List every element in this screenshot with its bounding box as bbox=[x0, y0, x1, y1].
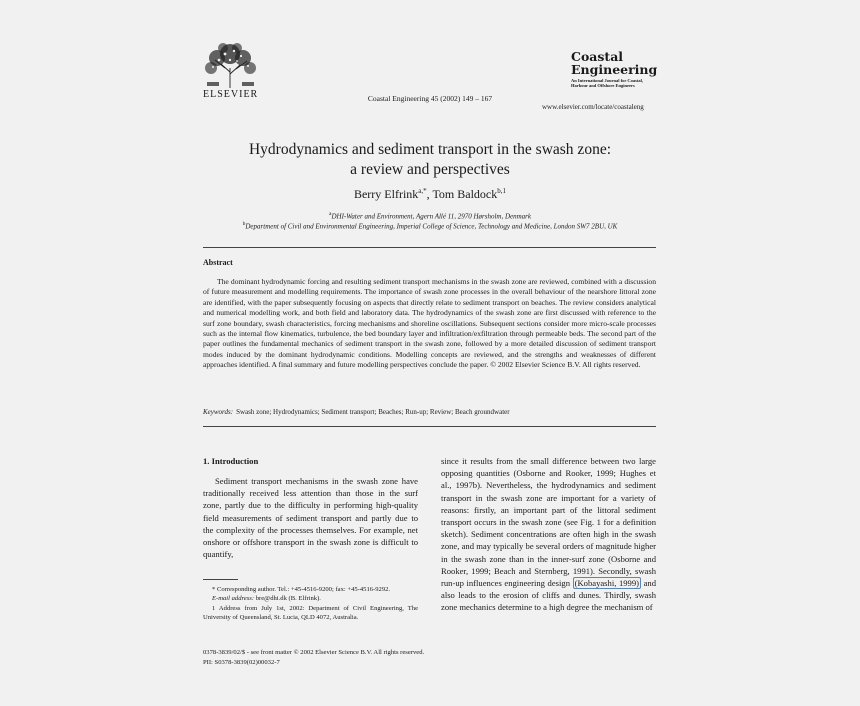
author-1[interactable]: Berry Elfrink bbox=[353, 187, 419, 201]
affiliation-b bbox=[0, 221, 860, 230]
keywords-label: Keywords: bbox=[203, 408, 234, 416]
journal-url-link[interactable]: www.elsevier.com/locate/coastaleng bbox=[542, 103, 644, 111]
author-separator: , bbox=[426, 187, 433, 201]
author-list bbox=[0, 187, 860, 202]
intro-left-column: Sediment transport mechanisms in the swash zone have traditionally received less attention than those in the surf zone, partly due to the difficulty in performing high-quality field measurements of sediment transport and partly due to the complexity of the processes themselves. For example, net onshore or offshore transport in the swash zone is difficult to quantify, bbox=[203, 476, 418, 560]
brand-subtitle: An International Journal for Coastal, Harbour and Offshore Engineers bbox=[571, 78, 644, 88]
email-text[interactable]: bre@dhi.dk (B. Elfrink). bbox=[254, 595, 321, 603]
intro-right-column bbox=[441, 455, 656, 614]
elsevier-tree-logo-icon bbox=[203, 42, 257, 88]
footnote-address: 1 Address from July 1st, 2002: Department of Civil Engineering, The University of Queensland, St. Lucia, QLD 4072, Australia. bbox=[203, 604, 418, 622]
brand-line-1: Coastal bbox=[571, 49, 624, 64]
pii-line: PII: S0378-3839(02)00032-7 bbox=[203, 659, 280, 666]
email-label: E-mail address: bbox=[212, 595, 255, 603]
affiliation-a-text: DHI-Water and Environment, Agern Allé 11, 2970 Hørsholm, Denmark bbox=[331, 212, 531, 221]
brand-line-2: Engineering bbox=[571, 62, 658, 77]
author-2[interactable]: Tom Baldock bbox=[432, 187, 498, 201]
affiliation-a bbox=[0, 211, 860, 220]
paper-title bbox=[0, 140, 860, 180]
footnote-rule bbox=[203, 579, 238, 580]
keywords bbox=[203, 408, 510, 416]
publisher-name: ELSEVIER bbox=[203, 89, 259, 100]
intro-right-text-b: and also leads to the erosion of cliffs and dunes. Thirdly, swash zone mechanics determine to a high degree the mechanism of bbox=[441, 578, 656, 613]
affiliation-b-text: Department of Civil and Environmental Engineering, Imperial College of Science, Technology and Medicine, London SW7 2BU, UK bbox=[245, 222, 618, 231]
keywords-text: Swash zone; Hydrodynamics; Sediment transport; Beaches; Run-up; Review; Beach groundwater bbox=[236, 408, 510, 416]
title-line-2: a review and perspectives bbox=[350, 161, 510, 178]
journal-reference: Coastal Engineering 45 (2002) 149 – 167 bbox=[367, 94, 493, 103]
journal-brand bbox=[571, 50, 657, 76]
author-2-marks[interactable]: b,1 bbox=[497, 187, 507, 195]
abstract-text: The dominant hydrodynamic forcing and resulting sediment transport mechanisms in the swash zone are reviewed, combined with a discussion of future measurement and modelling requirements. The importance of swash zone processes in the overall behaviour of the nearshore littoral zone are identified, with the paper subsequently focusing on aspects that directly relate to sediment transport on beaches. The review considers analytical and numerical modelling work, and both field and laboratory data. The hydrodynamics of the swash zone are first discussed with reference to the surf zone boundary, swash characteristics, forcing mechanisms and shoreline oscillations. Subsequent sections consider more micro-scale processes such as the internal flow kinematics, turbulence, the bed boundary layer and infiltration/exfiltration through permeable beds. The second part of the paper outlines the fundamental mechanics of sediment transport in the swash zone, followed by a more detailed discussion of sediment transport modes induced by the dominant hydrodynamic conditions. Modelling concepts are reviewed, and the strengths and weaknesses of different approaches identified. A final summary and future modelling perspectives conclude the paper. © 2002 Elsevier Science B.V. All rights reserved. bbox=[203, 277, 656, 370]
copyright-block bbox=[203, 648, 424, 668]
abstract-bottom-rule bbox=[203, 426, 656, 427]
abstract-top-rule bbox=[203, 247, 656, 248]
author-1-marks[interactable]: a,* bbox=[418, 187, 427, 195]
affiliation-a-mark: a bbox=[329, 211, 332, 217]
footnote-corresponding: * Corresponding author. Tel.: +45-4516-9200; fax: +45-4516-9292. bbox=[212, 586, 391, 593]
footnote-email bbox=[203, 594, 418, 603]
title-line-1: Hydrodynamics and sediment transport in the swash zone: bbox=[248, 141, 612, 158]
citation-link-kobayashi[interactable]: (Kobayashi, 1999) bbox=[574, 578, 639, 589]
affiliation-b-mark: b bbox=[242, 221, 246, 227]
footnotes bbox=[203, 585, 418, 623]
abstract-heading: Abstract bbox=[203, 258, 233, 267]
copyright-line: 0378-3839/02/$ - see front matter © 2002 Elsevier Science B.V. All rights reserved. bbox=[203, 649, 425, 656]
intro-right-text-a: since it results from the small difference between two large opposing quantities (Osborne and Rooker, 1999; Hughes et al., 1997b). Nevertheless, the hydrodynamics and sediment transport in the swash zone are important for a variety of reasons: firstly, an important part of the littoral sediment transport occurs in the swash zone (see Fig. 1 for a definition sketch). Sediment concentrations are often high in the swash zone, and may typically be several orders of magnitude higher in the swash zone than in the inner-surf zone (Osborne and Rooker, 1999; Beach and Sternberg, 1991). Secondly, swash run-up influences engineering design bbox=[441, 456, 656, 589]
section-heading-introduction: 1. Introduction bbox=[203, 456, 259, 466]
